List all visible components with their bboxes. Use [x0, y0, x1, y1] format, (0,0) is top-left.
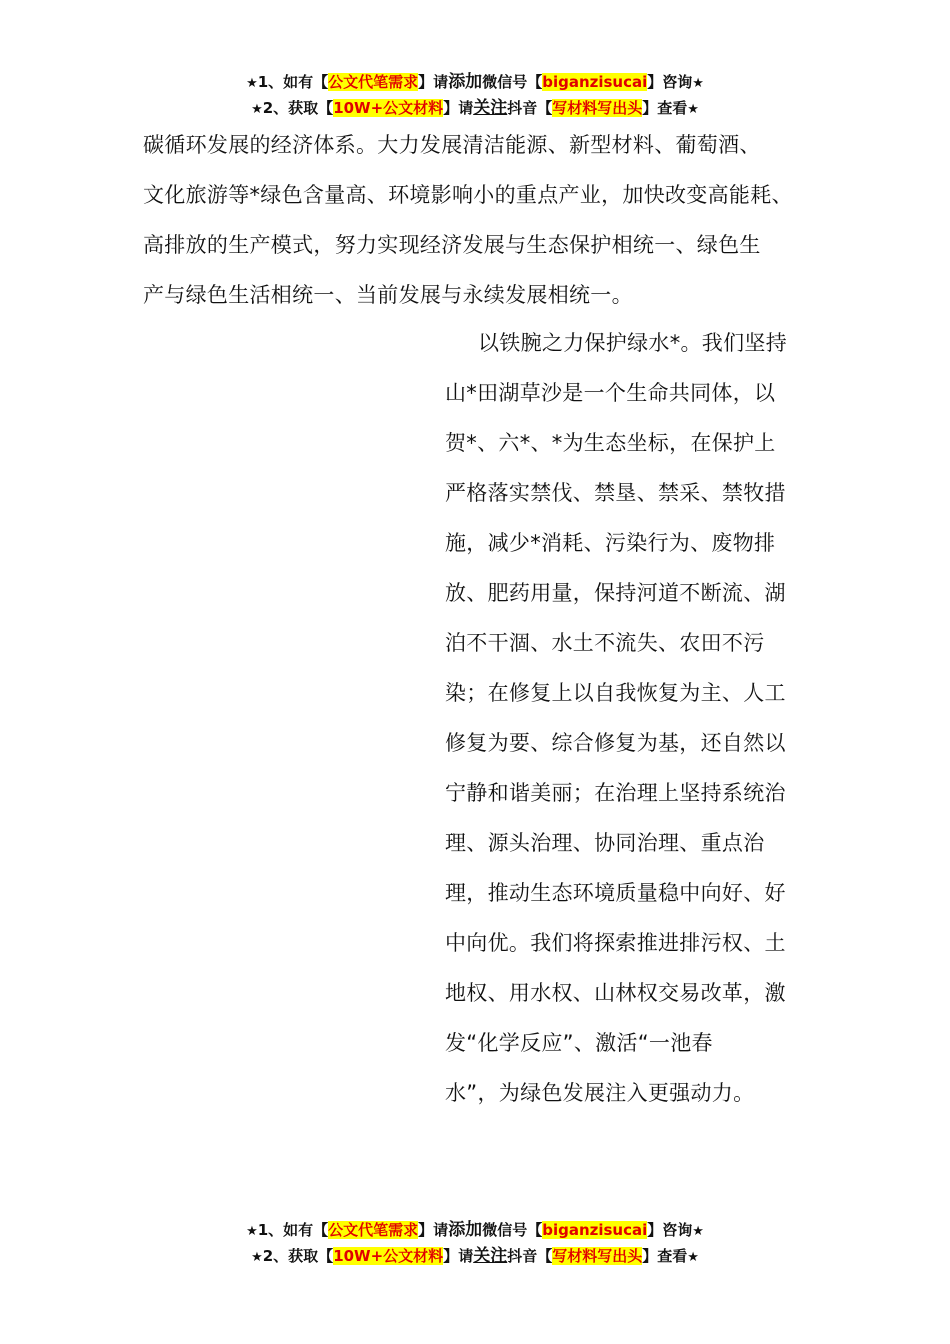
banner-text: 】查看 [642, 99, 688, 117]
paragraph-line: 宁静和谐美丽；在治理上坚持系统治 [445, 781, 786, 805]
star-icon: ★ [251, 102, 263, 117]
highlight-wechat-id: biganzisucai [542, 1221, 648, 1239]
paragraph-line: 山*田湖草沙是一个生命共同体，以 [445, 381, 776, 405]
banner-text: 2、获取【 [262, 1247, 334, 1265]
star-icon: ★ [692, 1224, 704, 1239]
emphasis-text: 添加 [448, 1220, 483, 1240]
banner-text: 1、如有【 [257, 73, 329, 91]
banner-text: 】请 [443, 1247, 474, 1265]
header-banner-line-2 [0, 96, 950, 122]
star-icon: ★ [246, 76, 258, 91]
banner-text: 】请 [418, 1221, 449, 1239]
emphasis-text: 关注 [473, 98, 508, 118]
paragraph-line: 以铁腕之力保护绿水*。我们坚持 [478, 331, 787, 355]
footer-banner-line-1 [0, 1218, 950, 1244]
paragraph-line: 泊不干涸、水土不流失、农田不污 [445, 631, 765, 655]
banner-text: 微信号【 [482, 1221, 543, 1239]
highlight-douyin-account: 写材料写出头 [552, 1247, 643, 1265]
star-icon: ★ [687, 1250, 699, 1265]
banner-text: 】请 [418, 73, 449, 91]
paragraph-line: 水”，为绿色发展注入更强动力。 [445, 1081, 755, 1105]
highlight-service: 公文代笔需求 [328, 1221, 419, 1239]
banner-text: 】请 [443, 99, 474, 117]
banner-text: 】咨询 [647, 1221, 693, 1239]
paragraph-line: 理、源头治理、协同治理、重点治 [445, 831, 765, 855]
emphasis-text: 关注 [473, 1246, 508, 1266]
banner-text: 抖音【 [507, 99, 553, 117]
star-icon: ★ [692, 76, 704, 91]
star-icon: ★ [687, 102, 699, 117]
paragraph-line: 文化旅游等*绿色含量高、环境影响小的重点产业，加快改变高能耗、 [143, 183, 793, 207]
highlight-materials: 10W+公文材料 [333, 1247, 444, 1265]
paragraph-line: 修复为要、综合修复为基，还自然以 [445, 731, 786, 755]
banner-text: 1、如有【 [257, 1221, 329, 1239]
paragraph-line: 理，推动生态环境质量稳中向好、好 [445, 881, 786, 905]
banner-text: 2、获取【 [262, 99, 334, 117]
emphasis-text: 添加 [448, 72, 483, 92]
highlight-wechat-id: biganzisucai [542, 73, 648, 91]
paragraph-line: 放、肥药用量，保持河道不断流、湖 [445, 581, 786, 605]
highlight-service: 公文代笔需求 [328, 73, 419, 91]
highlight-douyin-account: 写材料写出头 [552, 99, 643, 117]
paragraph-line: 产与绿色生活相统一、当前发展与永续发展相统一。 [143, 283, 633, 307]
header-banner-line-1 [0, 70, 950, 96]
star-icon: ★ [251, 1250, 263, 1265]
paragraph-line: 发“化学反应”、激活“一池春 [445, 1031, 713, 1055]
banner-text: 抖音【 [507, 1247, 553, 1265]
paragraph-line: 地权、用水权、山林权交易改革，激 [445, 981, 786, 1005]
footer-banner-line-2 [0, 1244, 950, 1270]
paragraph-line: 严格落实禁伐、禁垦、禁采、禁牧措 [445, 481, 786, 505]
banner-text: 】查看 [642, 1247, 688, 1265]
paragraph-line: 施，减少*消耗、污染行为、废物排 [445, 531, 776, 555]
banner-text: 微信号【 [482, 73, 543, 91]
star-icon: ★ [246, 1224, 258, 1239]
highlight-materials: 10W+公文材料 [333, 99, 444, 117]
paragraph-line: 中向优。我们将探索推进排污权、土 [445, 931, 786, 955]
header-banner [0, 70, 950, 122]
paragraph-line: 染；在修复上以自我恢复为主、人工 [445, 681, 786, 705]
paragraph-line: 碳循环发展的经济体系。大力发展清洁能源、新型材料、葡萄酒、 [143, 133, 761, 157]
banner-text: 】咨询 [647, 73, 693, 91]
paragraph-line: 贺*、六*、*为生态坐标，在保护上 [445, 431, 776, 455]
footer-banner [0, 1218, 950, 1270]
paragraph-line: 高排放的生产模式，努力实现经济发展与生态保护相统一、绿色生 [143, 233, 761, 257]
